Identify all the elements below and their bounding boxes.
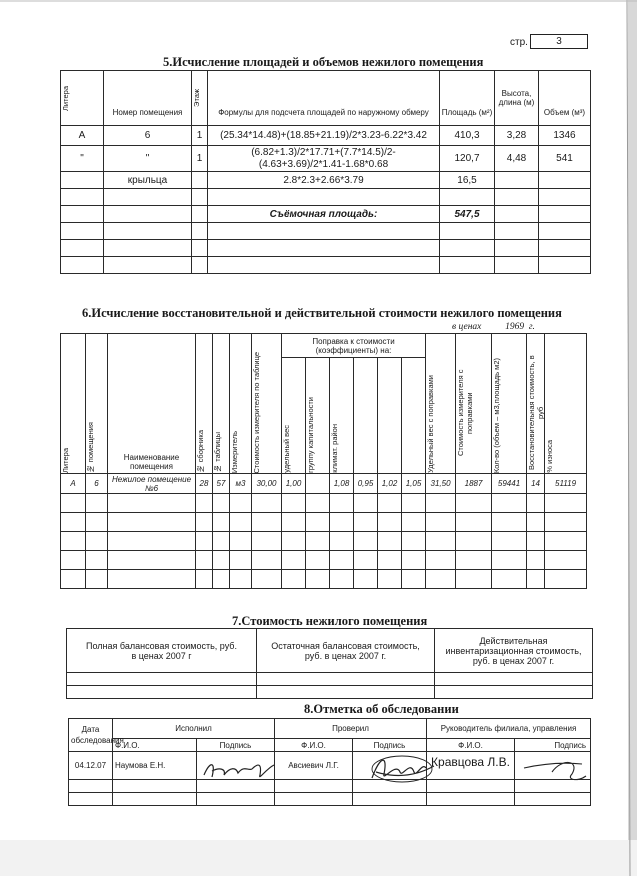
cell: 1 (192, 126, 208, 146)
total-value: 547,5 (440, 206, 495, 223)
cell: 1,08 (330, 474, 354, 494)
section7-title: 7.Стоимость нежилого помещения (232, 614, 428, 628)
cell: 31,50 (426, 474, 456, 494)
cell: 4,48 (495, 146, 539, 172)
header-cost-with: Стоимость измерителя с поправками (456, 334, 492, 474)
cell: 120,7 (440, 146, 495, 172)
inspection-table (68, 718, 591, 806)
header-collection: № сборника (196, 334, 213, 474)
table-row (61, 146, 591, 172)
header-executor: Исполнил (113, 719, 275, 739)
cell: 59441 (492, 474, 527, 494)
cell: Авсиевич Л.Г. (275, 752, 353, 780)
header-fio: Ф.И.О. (427, 739, 515, 752)
header-capital-group: группу капитальности (306, 358, 330, 474)
table-row (61, 126, 591, 146)
header-cost-table: Стоимость измерителя по таблице (252, 334, 282, 474)
cell: м3 (230, 474, 252, 494)
cell: 2.8*2.3+2.66*3.79 (208, 172, 440, 189)
header-sign: Подпись (353, 739, 427, 752)
header-full-balance: Полная балансовая стоимость, руб. в ценах 2007 г (67, 629, 257, 673)
cell: " (61, 146, 104, 172)
signature-checker (366, 752, 438, 786)
header-formula: Формулы для подсчета площадей по наружному обмеру (208, 71, 440, 126)
cell: 0,95 (354, 474, 378, 494)
cell: крыльца (104, 172, 192, 189)
formula-line: (6.82+1.3)/2*17.71+(7.7*14.5)/2- (251, 146, 396, 158)
cell: 16,5 (440, 172, 495, 189)
cell: 1,05 (402, 474, 426, 494)
cell: Нежилое помещение №6 (108, 474, 196, 494)
header-residual-balance: Остаточная балансовая стоимость, руб. в ценах 2007 г. (257, 629, 435, 673)
header-name: Наименование помещения (108, 334, 196, 474)
cell: 28 (196, 474, 213, 494)
header-height: Высота, длина (м) (495, 71, 539, 126)
header-litera: Литера (61, 71, 104, 126)
cell: Кравцова Л.В. (427, 752, 515, 780)
cell: (25.34*14.48)+(18.85+21.19)/2*3.23-6.22*3.42 (208, 126, 440, 146)
header-wear: % износа (545, 334, 587, 474)
header-climate: климат. район (330, 358, 354, 474)
header-litera: Литера (61, 334, 86, 474)
cell: 51119 (545, 474, 587, 494)
cell: 541 (539, 146, 591, 172)
cell: 57 (213, 474, 230, 494)
cell: 410,3 (440, 126, 495, 146)
cell: 30,00 (252, 474, 282, 494)
header-floor: Этаж (192, 71, 208, 126)
header-qty: Кол-во (объем – м3,площадь м2) (492, 334, 527, 474)
header-actual-inventory: Действительная инвентаризационная стоимость, руб. в ценах 2007 г. (435, 629, 593, 673)
header-head: Руководитель филиала, управления (427, 719, 591, 739)
prices-label: в ценах 1969 г. (452, 322, 535, 332)
cell (306, 474, 330, 494)
cell: Наумова Е.Н. (113, 752, 197, 780)
cell: " (104, 146, 192, 172)
cell (208, 146, 440, 172)
table-row (69, 752, 591, 780)
header-sign: Подпись (197, 739, 275, 752)
formula-line: (4.63+3.69)/2*1.41-1.68*0.68 (258, 158, 389, 170)
page-number-box: 3 (530, 34, 588, 49)
cell: 1,00 (282, 474, 306, 494)
cell: А (61, 126, 104, 146)
header-sign: Подпись (515, 739, 591, 752)
header-volume: Объем (м³) (539, 71, 591, 126)
header-area: Площадь (м²) (440, 71, 495, 126)
header-table: № таблицы (213, 334, 230, 474)
cell: 1346 (539, 126, 591, 146)
header-fio: Ф.И.О. (113, 739, 197, 752)
section6-title: 6.Исчисление восстановительной и действительной стоимости нежилого помещения (82, 306, 562, 320)
table-row (61, 172, 591, 189)
header-checked: Проверил (275, 719, 427, 739)
cell: 1 (192, 146, 208, 172)
section5-title: 5.Исчисление площадей и объемов нежилого помещения (163, 55, 484, 69)
header-specific-with: Удельный вес с поправками (426, 334, 456, 474)
header-room: Номер помещения (104, 71, 192, 126)
cell: 1,02 (378, 474, 402, 494)
table-row (61, 206, 591, 223)
header-restore-cost: Восстановительная стоимость, в руб (527, 334, 545, 474)
header-room: № помещения (86, 334, 108, 474)
signature-head (522, 754, 592, 784)
table-row (61, 474, 587, 494)
header-fio: Ф.И.О. (275, 739, 353, 752)
cell: А (61, 474, 86, 494)
value-table (66, 628, 593, 699)
cost-table (60, 333, 587, 589)
signature-executor (200, 757, 280, 785)
cell: 6 (104, 126, 192, 146)
page-label: стр. (510, 37, 528, 48)
areas-table (60, 70, 591, 274)
cell: 6 (86, 474, 108, 494)
cell: 1887 (456, 474, 492, 494)
header-correction: Поправка к стоимости (коэффициенты) на: (282, 334, 426, 358)
header-date: Дата обследования (69, 719, 113, 752)
cell: 04.12.07 (69, 752, 113, 780)
section8-title: 8.Отметка об обследовании (304, 702, 459, 716)
header-measure: Измеритель (230, 334, 252, 474)
cell: 14 (527, 474, 545, 494)
cell: 3,28 (495, 126, 539, 146)
header-specific-weight: удельный вес (282, 358, 306, 474)
total-label: Съёмочная площадь: (208, 206, 440, 223)
